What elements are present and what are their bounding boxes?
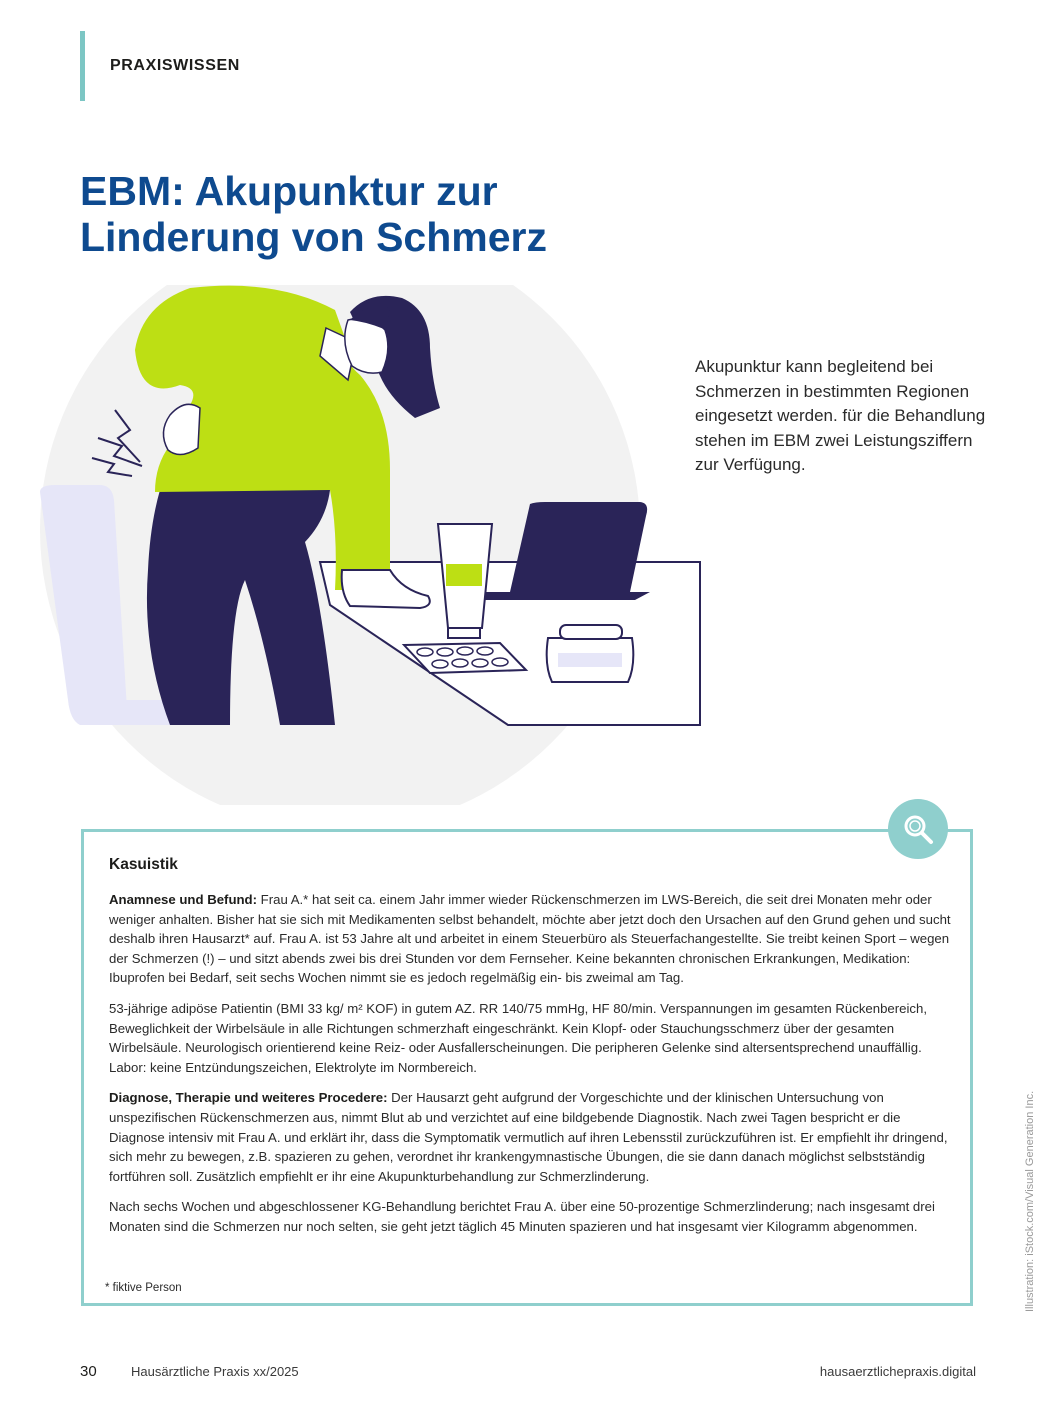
case-label-diagnosis: Diagnose, Therapie und weiteres Procedere:	[109, 1090, 388, 1106]
case-body	[109, 890, 951, 1248]
section-accent-bar	[80, 31, 85, 101]
case-title: Kasuistik	[109, 856, 178, 873]
magazine-issue: Hausärztliche Praxis xx/2025	[131, 1364, 299, 1379]
case-paragraph-diagnosis	[109, 1088, 951, 1186]
case-label-history: Anamnese und Befund:	[109, 892, 257, 907]
case-paragraph-outcome: Nach sechs Wochen und abgeschlossener KG-Behandlung berichtet Frau A. über eine 50-prozentige Schmerzlinderung; nach insgesamt drei Monaten sind die Schmerzen nur noch selten, sie geht jetzt täglich 45 Minuten spazieren und hat insgesamt vier Kilogramm abgenommen.	[109, 1199, 935, 1234]
case-paragraph-findings: 53-jährige adipöse Patientin (BMI 33 kg/ m² KOF) in gutem AZ. RR 140/75 mmHg, HF 80/min. Verspannungen im gesamten Rückenbereich, Beweglichkeit der Wirbelsäule in alle Richtungen schmerzhaft eingeschränkt. Kein Klopf- oder Stauchungsschmerz über der gesamten Wirbelsäule. Neurologisch orientierend keine Reiz- oder Ausfallerscheinungen. Die peripheren Gelenke sind altersentsprechend unauffällig. Labor: keine Entzündungszeichen, Elektrolyte im Normbereich.	[109, 1000, 928, 1075]
tube-label	[446, 564, 482, 586]
case-paragraph-history	[109, 890, 951, 988]
website-url[interactable]: hausaerztlichepraxis.digital	[819, 1364, 976, 1379]
footnote: * fiktive Person	[105, 1282, 182, 1294]
article-title	[80, 168, 720, 260]
pain-lines	[92, 410, 142, 476]
laptop-screen	[510, 502, 647, 592]
magnifier-badge	[888, 799, 948, 859]
title-line-2: Linderung von Schmerz	[80, 214, 547, 260]
illustration-credit: Illustration: iStock.com/Visual Generation Inc.	[1024, 1090, 1036, 1312]
lead-text: Akupunktur kann begleitend bei Schmerzen in bestimmten Regionen eingesetzt werden. für die Behandlung stehen im EBM zwei Leistungsziffern zur Verfügung.	[695, 357, 986, 475]
section-label: PRAXISWISSEN	[110, 57, 240, 74]
hand-on-back	[163, 404, 200, 454]
chair-shape	[40, 485, 128, 725]
page-number: 30	[80, 1363, 97, 1380]
back-pain-illustration	[30, 280, 710, 750]
case-text-history: Frau A.* hat seit ca. einem Jahr immer wieder Rückenschmerzen im LWS-Bereich, die seit drei Monaten mehr oder weniger anhalten. Bisher hat sie sich mit Medikamenten selbst behandelt, möchte aber jetzt doch den Ursachen auf den Grund gehen und sucht deshalb ihren Hausarzt* auf. Frau A. ist 53 Jahre alt und arbeitet in einem Steuerbüro als Steuerfachangestellte. Sie treibt keinen Sport – wegen der Schmerzen (!) – und sitzt abends zwei bis drei Stunden vor dem Fernseher. Keine bekannten chronischen Erkrankungen, Medikation: Ibuprofen bei Bedarf, seit sechs Wochen nimmt sie es jedoch regelmäßig ein- bis zweimal am Tag.	[109, 892, 951, 986]
jar-lid	[560, 625, 622, 639]
case-text-diagnosis: Der Hausarzt geht aufgrund der Vorgeschichte und der klinischen Untersuchung von unspezifischen Rückenschmerzen aus, nimmt Blut ab und verzichtet auf eine bildgebende Diagnostik. Nach zwei Tagen bespricht er die Diagnose intensiv mit Frau A. und erklärt ihr, dass die Symptomatik vermutlich auf ihren Lebensstil zurückzuführen ist. Er empfiehlt ihr dringend, sich mehr zu bewegen, z.B. spazieren zu gehen, verordnet ihr krankengymnastische Übungen, die sie dann danach möglichst selbstständig fortführen soll. Zusätzlich empfiehlt er ihr eine Akupunkturbehandlung zur Schmerzlinderung.	[109, 1090, 948, 1184]
jar-label	[558, 653, 622, 667]
trousers	[147, 490, 335, 725]
magnifier-icon	[900, 811, 936, 847]
tube-cap	[448, 628, 480, 638]
title-line-1: EBM: Akupunktur zur	[80, 168, 498, 214]
laptop-base	[470, 592, 650, 600]
